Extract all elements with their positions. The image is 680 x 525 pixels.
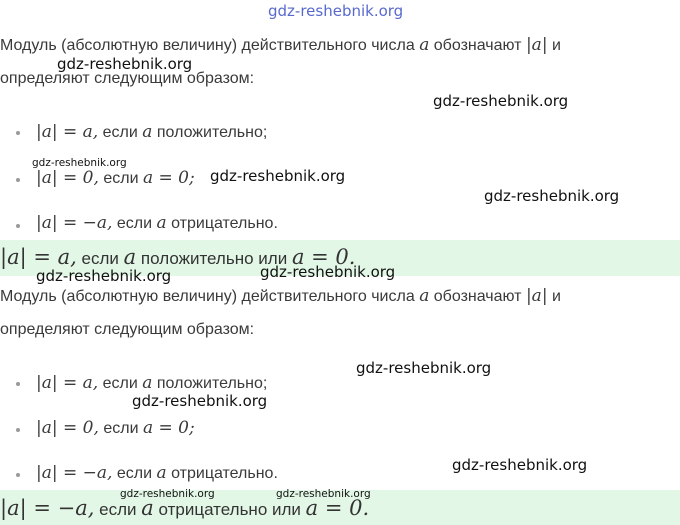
watermark: gdz-reshebnik.org — [433, 92, 569, 110]
intro-paragraph-line2: определяют следующим образом: — [0, 70, 255, 87]
item-text: если — [116, 465, 153, 482]
list-item — [36, 418, 195, 438]
conclusion-end: a = 0. — [305, 496, 370, 520]
watermark: gdz-reshebnik.org — [260, 263, 396, 281]
item-text: если — [102, 124, 138, 141]
intro-var: a — [419, 35, 430, 55]
bullet-icon — [16, 382, 20, 386]
conclusion-var: a — [123, 245, 137, 269]
conclusion-math: |a| = a, — [0, 245, 77, 269]
watermark: gdz-reshebnik.org — [120, 488, 215, 500]
item-var: a = 0; — [142, 418, 195, 438]
item-var: a = 0; — [142, 168, 195, 188]
item-text: если — [103, 420, 139, 437]
item-math: |a| = a, — [36, 373, 99, 393]
item-var: a — [142, 122, 153, 142]
conclusion-var: a — [141, 496, 154, 520]
item-math: |a| = −a, — [36, 213, 113, 233]
watermark: gdz-reshebnik.org — [132, 392, 268, 410]
item-math: |a| = a, — [36, 122, 99, 142]
bullet-icon — [16, 428, 20, 432]
watermark: gdz-reshebnik.org — [210, 167, 346, 185]
list-item — [36, 168, 195, 188]
item-tail: отрицательно. — [171, 215, 278, 232]
list-item — [36, 213, 278, 233]
conclusion-tail: положительно или — [140, 249, 288, 268]
intro-paragraph-line2: определяют следующим образом: — [0, 321, 255, 338]
watermark: gdz-reshebnik.org — [452, 456, 588, 474]
intro-abs: |a| — [525, 286, 548, 306]
bullet-icon — [16, 473, 20, 477]
conclusion-math: |a| = −a, — [0, 496, 95, 520]
conclusion-tail: отрицательно или — [158, 500, 301, 519]
item-tail: положительно; — [156, 124, 268, 141]
item-var: a — [156, 213, 167, 233]
watermark: gdz-reshebnik.org — [36, 267, 172, 285]
item-math: |a| = −a, — [36, 463, 113, 483]
bullet-icon — [16, 178, 20, 182]
item-text: если — [103, 170, 139, 187]
conclusion-text: если — [99, 500, 137, 519]
item-tail: положительно; — [156, 375, 268, 392]
item-text: если — [116, 215, 153, 232]
intro-var: a — [419, 286, 430, 306]
list-item — [36, 373, 267, 393]
watermark: gdz-reshebnik.org — [484, 187, 620, 205]
watermark: gdz-reshebnik.org — [356, 359, 492, 377]
intro-after: обозначают — [433, 288, 522, 305]
watermark: gdz-reshebnik.org — [276, 488, 371, 500]
item-math: |a| = 0, — [36, 168, 99, 188]
item-var: a — [142, 373, 153, 393]
list-item — [36, 122, 267, 142]
intro-text: Модуль (абсолютную величину) действительного числа — [0, 37, 415, 54]
watermark: gdz-reshebnik.org — [57, 55, 193, 73]
intro-paragraph-line1 — [0, 286, 561, 306]
header-watermark: gdz-reshebnik.org — [268, 2, 404, 20]
bullet-icon — [16, 131, 20, 135]
intro-end: и — [552, 37, 561, 54]
intro-text: Модуль (абсолютную величину) действительного числа — [0, 288, 415, 305]
item-tail: отрицательно. — [171, 465, 278, 482]
intro-paragraph-line1 — [0, 35, 561, 55]
watermark: gdz-reshebnik.org — [32, 157, 127, 169]
conclusion-end: a = 0. — [291, 245, 356, 269]
item-math: |a| = 0, — [36, 418, 99, 438]
item-var: a — [156, 463, 167, 483]
intro-after: обозначают — [433, 37, 522, 54]
conclusion-text: если — [81, 249, 119, 268]
intro-end: и — [552, 288, 561, 305]
item-text: если — [102, 375, 138, 392]
bullet-icon — [16, 224, 20, 228]
list-item — [36, 463, 278, 483]
intro-abs: |a| — [525, 35, 548, 55]
